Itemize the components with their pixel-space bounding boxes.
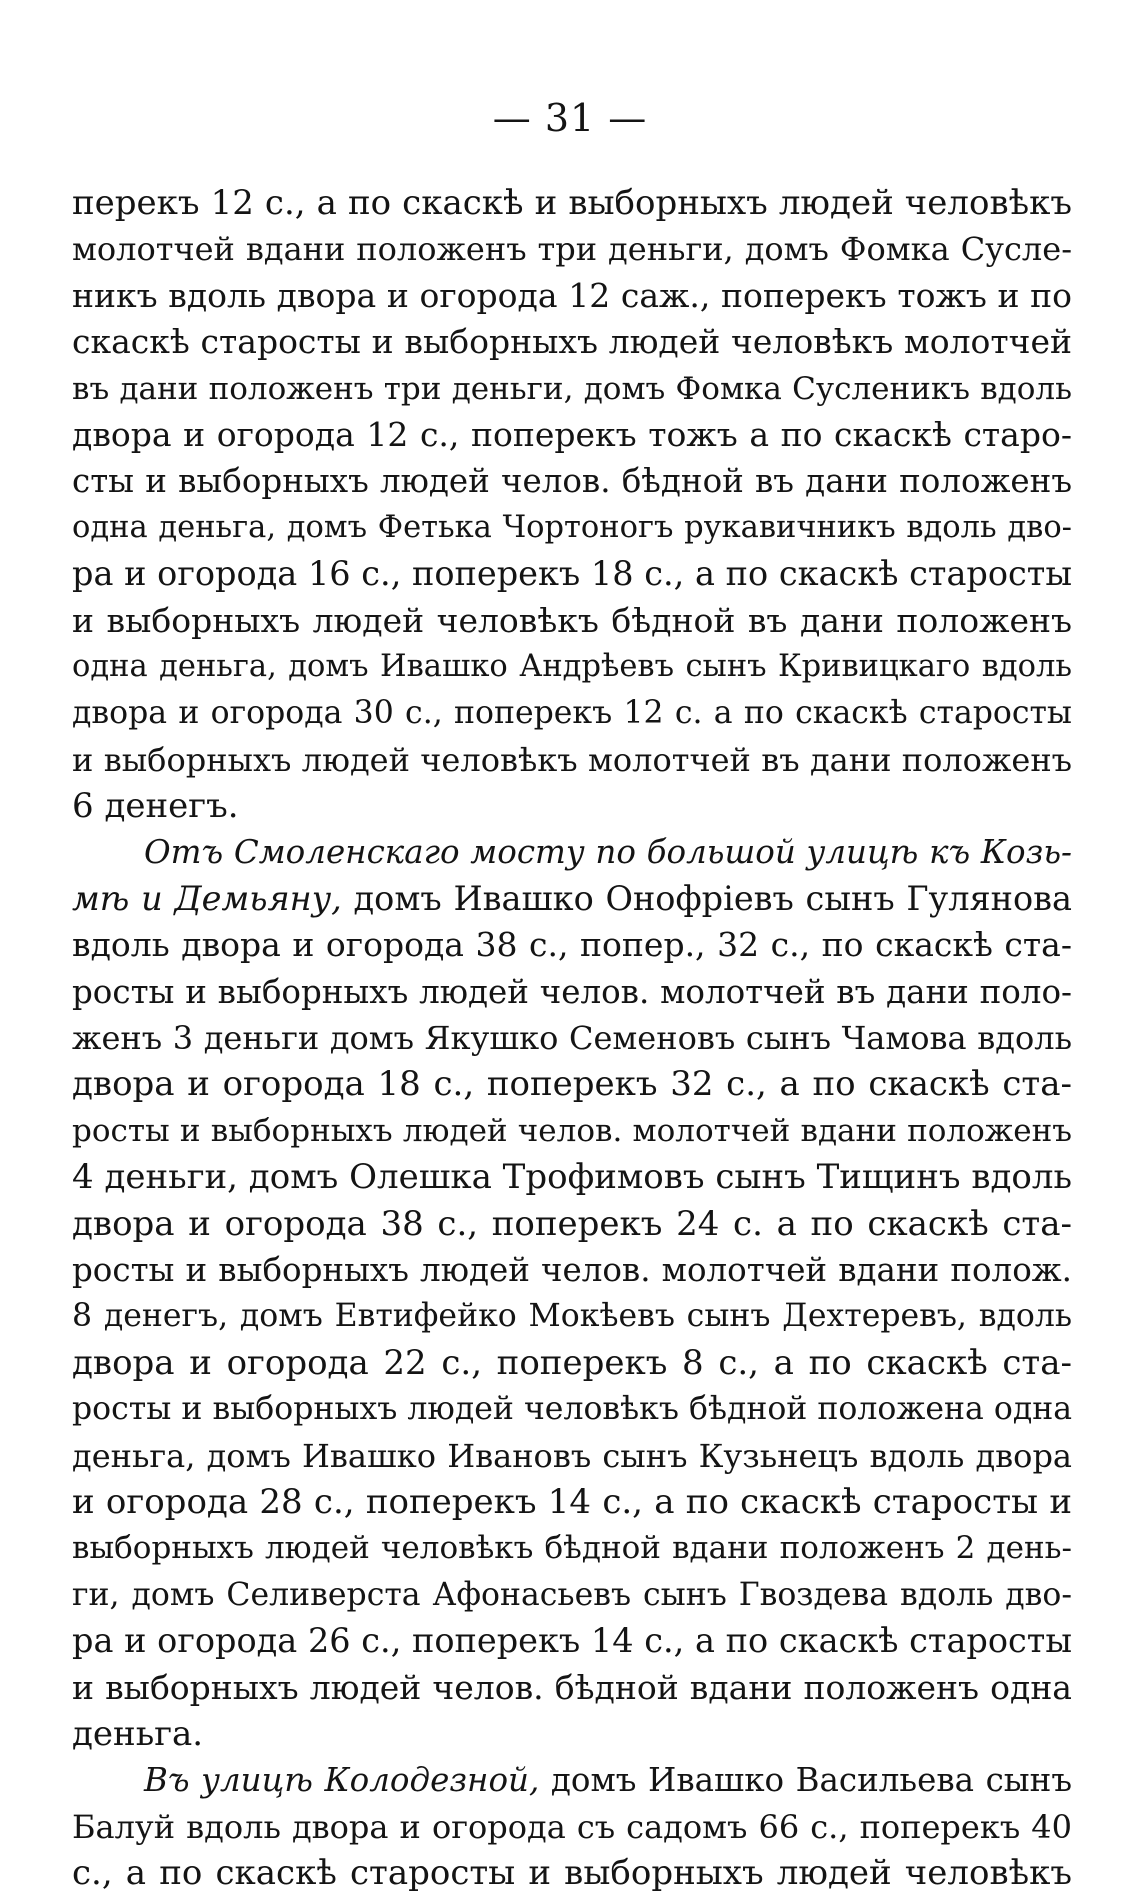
line-text: росты и выборныхъ людей человѣкъ бѣдной положена одна <box>72 1391 1072 1428</box>
text-line <box>72 1340 1072 1386</box>
line-text: и огорода 28 с., поперекъ 14 с., а по скаскѣ старосты и <box>72 1481 1072 1522</box>
text-line <box>72 458 1072 504</box>
line-text: и выборныхъ людей человѣкъ молотчей въ дани положенъ <box>72 740 1072 779</box>
text-line <box>72 829 1072 875</box>
line-text: росты и выборныхъ людей челов. молотчей въ дани поло- <box>72 972 1072 1011</box>
text-line <box>72 1386 1072 1432</box>
text-line <box>72 180 1072 226</box>
line-text: росты и выборныхъ людей челов. молотчей вдани положенъ <box>72 1112 1072 1149</box>
text-line <box>72 690 1072 736</box>
line-text: молотчей вдани положенъ три деньги, домъ Фомка Сусле- <box>72 230 1072 269</box>
text-line <box>72 1293 1072 1339</box>
line-text: 4 деньги, домъ Олешка Трофимовъ сынъ Тищинъ вдоль <box>72 1157 1072 1198</box>
text-line <box>72 1433 1072 1479</box>
line-text: выборныхъ людей человѣкъ бѣдной вдани положенъ 2 день- <box>72 1530 1072 1567</box>
line-text: ги, домъ Селиверста Афонасьевъ сынъ Гвоздева вдоль дво- <box>72 1576 1072 1613</box>
text-line <box>72 737 1072 783</box>
text-line <box>72 412 1072 458</box>
text-line <box>72 1711 1072 1757</box>
line-text: с., а по скаскѣ старосты и выборныхъ людей человѣкъ <box>72 1853 1072 1894</box>
line-text: двора и огорода 18 с., поперекъ 32 с., а по скаскѣ ста- <box>72 1064 1072 1105</box>
line-text: одна деньга, домъ Ивашко Андрѣевъ сынъ Кривицкаго вдоль <box>72 648 1072 684</box>
text-line <box>72 505 1072 551</box>
line-text: перекъ 12 с., а по скаскѣ и выборныхъ людей человѣкъ <box>72 183 1072 223</box>
text-line <box>72 226 1072 272</box>
text-line <box>72 644 1072 690</box>
line-text: двора и огорода 22 с., поперекъ 8 с., а по скаскѣ ста- <box>72 1342 1072 1383</box>
text-line <box>72 1015 1072 1061</box>
line-text: 6 денегъ. <box>72 786 239 827</box>
line-text: ра и огорода 26 с., поперекъ 14 с., а по скаскѣ старосты <box>72 1621 1072 1661</box>
text-line <box>72 1804 1072 1850</box>
text-line <box>72 1850 1072 1896</box>
text-line <box>72 1757 1072 1803</box>
line-text: двора и огорода 30 с., поперекъ 12 с. а по скаскѣ старосты <box>72 695 1072 732</box>
line-text: Балуй вдоль двора и огорода съ садомъ 66 с., поперекъ 40 <box>72 1807 1072 1846</box>
text-line <box>72 1108 1072 1154</box>
line-text: деньга. <box>72 1713 204 1754</box>
line-text: двора и огорода 38 с., поперекъ 24 с. а по скаскѣ ста- <box>72 1203 1072 1244</box>
text-line <box>72 1618 1072 1664</box>
text-line <box>72 969 1072 1015</box>
line-text: женъ 3 деньги домъ Якушко Семеновъ сынъ Чамова вдоль <box>72 1019 1072 1058</box>
italic-heading: мѣ и Демьяну, <box>72 878 342 918</box>
line-text: и выборныхъ людей человѣкъ бѣдной въ дани положенъ <box>72 600 1072 640</box>
text-line <box>72 1572 1072 1618</box>
line-text: никъ вдоль двора и огорода 12 саж., поперекъ тожъ и по <box>72 275 1072 315</box>
text-line <box>72 1154 1072 1200</box>
italic-heading: Въ улицѣ Колодезной, <box>144 1761 540 1800</box>
text-line <box>72 319 1072 365</box>
line-text: и выборныхъ людей челов. бѣдной вдани положенъ одна <box>72 1667 1072 1707</box>
text-line <box>72 1525 1072 1571</box>
line-text: одна деньга, домъ Фетька Чортоногъ рукавичникъ вдоль дво- <box>72 509 1072 545</box>
text-line <box>72 598 1072 644</box>
line-text: вдоль двора и огорода 38 с., попер., 32 с., по скаскѣ ста- <box>72 925 1072 965</box>
text-line <box>72 551 1072 597</box>
line-text: двора и огорода 12 с., поперекъ тожъ а по скаскѣ старо- <box>72 414 1072 454</box>
text-line <box>72 366 1072 412</box>
line-text: росты и выборныхъ людей челов. молотчей вдани полож. <box>72 1250 1072 1289</box>
italic-heading: Отъ Смоленскаго мосту по большой улицѣ къ Козь- <box>144 833 1072 872</box>
text-line <box>72 1665 1072 1711</box>
text-line <box>72 273 1072 319</box>
line-text: домъ Ивашко Васильева сынъ <box>539 1761 1072 1800</box>
line-text: сты и выборныхъ людей челов. бѣдной въ дани положенъ <box>72 462 1072 501</box>
line-text: 8 денегъ, домъ Евтифейко Мокѣевъ сынъ Дехтеревъ, вдоль <box>72 1298 1072 1335</box>
text-line <box>72 1247 1072 1293</box>
line-text: домъ Ивашко Онофріевъ сынъ Гулянова <box>341 878 1072 918</box>
text-line <box>72 1061 1072 1107</box>
text-line <box>72 783 1072 829</box>
page-number: — 31 — <box>492 96 648 140</box>
line-text: скаскѣ старосты и выборныхъ людей человѣкъ молотчей <box>72 322 1072 362</box>
line-text: въ дани положенъ три деньги, домъ Фомка Сусленикъ вдоль <box>72 370 1072 407</box>
body-text <box>72 180 1072 1896</box>
text-line <box>72 1479 1072 1525</box>
text-line <box>72 1201 1072 1247</box>
text-line <box>72 876 1072 922</box>
line-text: деньга, домъ Ивашко Ивановъ сынъ Кузьнецъ вдоль двора <box>72 1436 1072 1475</box>
line-text: ра и огорода 16 с., поперекъ 18 с., а по скаскѣ старосты <box>72 554 1072 594</box>
text-line <box>72 922 1072 968</box>
